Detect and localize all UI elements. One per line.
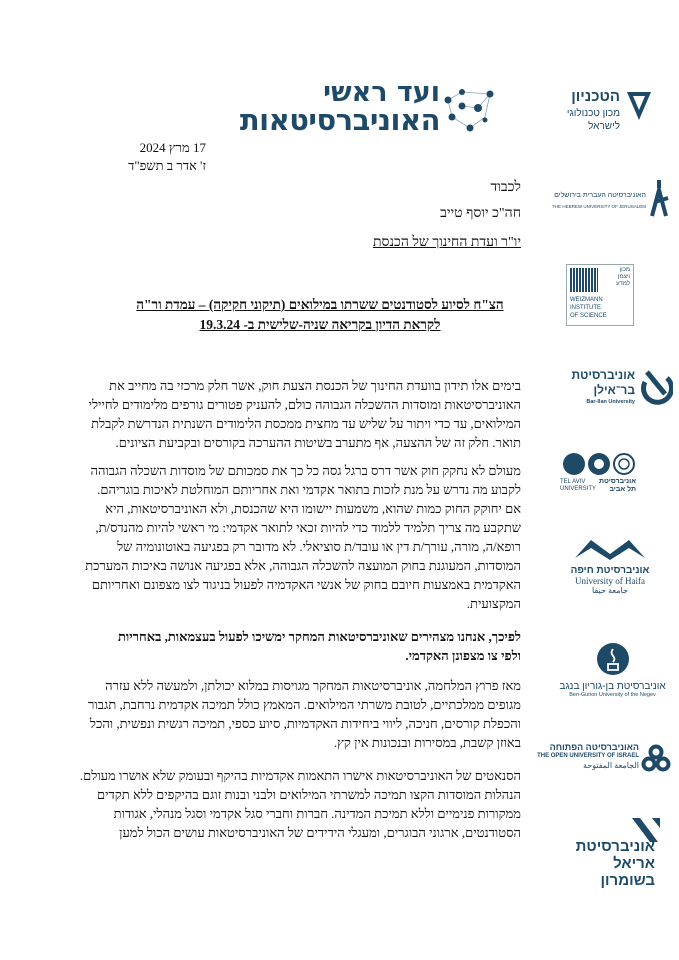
weizmann-name-he <box>616 267 630 288</box>
technion-subtitle: מכון טכנולוגי <box>566 108 620 119</box>
paragraph-line: המוסדות, המעוגנת בחוק המועצה להשכלה הגבוהה, אלא בפגיעה אנושה באיכות המערכת <box>85 558 521 573</box>
letterhead-line1: ועד ראשי <box>323 77 440 108</box>
logo-ariel <box>560 818 665 888</box>
logo-weizmann <box>566 264 634 326</box>
subject-line2: לקראת הדיון בקריאה שניה-שלישית ב- 19.3.24 <box>199 317 441 332</box>
logo-hebrew-university <box>536 180 676 220</box>
body-paragraph <box>79 766 521 842</box>
paragraph-line: מאז פרוץ המלחמה, אוניברסיטאות המחקר מגויסות במלוא יכולתן, ולמעשה ללא עזרה <box>105 678 521 693</box>
weizmann-en-line: INSTITUTE <box>570 305 601 311</box>
haifa-emblem-icon <box>573 536 647 560</box>
tau-he-line: אוניברסיטת <box>598 478 636 485</box>
body-paragraph <box>85 461 521 613</box>
weizmann-emblem-icon <box>570 268 598 292</box>
logo-haifa <box>560 536 660 596</box>
declaration-paragraph <box>120 627 521 665</box>
paragraph-line: בימים אלו תידון בוועדת החינוך של הכנסת הצעת חוק, אשר חלק מרכזי בה מחייב את <box>109 378 521 393</box>
body-paragraph <box>88 376 521 452</box>
paragraph-line: המקצועית. <box>466 596 521 611</box>
bgu-name-he: אוניברסיטת בן-גוריון בנגב <box>559 681 666 692</box>
weizmann-en-line: WEIZMANN <box>570 297 603 303</box>
technion-subtitle: לישראל <box>588 121 620 132</box>
logo-technion <box>560 88 670 143</box>
bar-ilan-name-he: אוניברסיטת <box>571 368 635 382</box>
paragraph-line: האקדמית באמצעות חיובם בחוק של אנשי האקדמיה לפעול בניגוד לצו מצפונם ואחריותם <box>91 577 521 592</box>
huji-name-en: THE HEBREW UNIVERSITY OF JERUSALEM <box>552 204 646 209</box>
paragraph-line: לקבוע מה נדרש על מנת לזכות בתואר אקדמי ואת אחריותם המוחלטת לאיכות בוגריהם. <box>97 482 521 497</box>
bar-ilan-name-he: בר־אילן <box>593 383 635 397</box>
ben-gurion-emblem-icon <box>596 642 630 676</box>
tau-he-line: תל אביב <box>609 486 636 493</box>
bar-ilan-name-en: Bar-Ilan University <box>586 399 635 405</box>
openu-name-en: THE OPEN UNIVERSITY OF ISRAEL <box>537 753 639 759</box>
paragraph-line: באוזן קשבת, במסירות ובנכונות אין קץ. <box>333 735 521 750</box>
paragraph-line: שתקבע מה צריך תלמיד ללמוד כדי להיות זכאי לתואר אקדמי: מי ראשי להיות מהנדס/ת, <box>95 520 521 535</box>
openu-name-he: האוניברסיטה הפתוחה <box>549 742 639 752</box>
logo-bar-ilan <box>545 368 675 413</box>
subject-line1: הצ"ח לסיוע לסטודנטים ששרתו במילואים (תיקוני חקיקה) – עמדת ור"ה <box>136 297 504 312</box>
paragraph-line: רופא/ה, מורה, עורך/ת דין או עובד/ת סוציאלי. לא מדובר רק בפגיעה באוטונומיה של <box>117 539 521 554</box>
paragraph-line: ממקורות פנימיים וללא תמיכת המדינה. חברות וחברי סגל אקדמי וסגל מנהלי, אגודות <box>113 806 521 821</box>
paragraph-line: תואר. חלק זה של ההצעה, אף מתערב בשיטות ההערכה בקורסים ובקביעת הציונים. <box>115 435 521 450</box>
tau-name-he <box>599 478 636 494</box>
paragraph-line: אם יחוקק החוק כמות שהוא, משמעות יישומו היא שהכנסת, ולא האוניברסיטאות, היא <box>105 501 521 516</box>
logo-ben-gurion <box>550 642 675 702</box>
paragraph-line: האוניברסיטאות ומוסדות ההשכלה הגבוהה כולם, להעניק פטורים גורפים מלימודים לחיילי <box>88 397 521 412</box>
logo-open-university <box>535 742 675 778</box>
haifa-name-he: אוניברסיטת חיפה <box>570 565 650 576</box>
technion-emblem-icon <box>625 90 653 124</box>
paragraph-line: המילואים, עד כדי ויתור על שליש עד מחצית ממכסת הלימודים השנתית הנדרשת לקבלת <box>91 416 521 431</box>
paragraph-line: מגופים ממלכתיים, לטובת משרתי המילואים. המאמץ כולל תמיכה אקדמית נרחבת, תגבור <box>88 697 521 712</box>
ariel-he-line: אריאל <box>613 855 655 872</box>
ariel-he-line: בשומרון <box>600 872 655 889</box>
bgu-name-en: Ben-Gurion University of the Negev <box>569 692 656 698</box>
addressee-name: חה"כ יוסף טייב <box>440 206 521 221</box>
open-university-emblem-icon <box>641 744 671 772</box>
tau-en-line: TEL AVIV <box>560 479 586 485</box>
letterhead-line2: האוניברסיטאות <box>239 103 440 137</box>
paragraph-line: ולפי צו מצפונן האקדמי. <box>405 648 521 663</box>
ariel-name-he <box>576 838 655 889</box>
paragraph-line: הנהלות המוסדות הקצו תמיכה למשרתי המילואים ולבני ובנות זוגם בהיקפים ללא תקדים <box>97 787 521 802</box>
haifa-name-ar: جامعة حيفا <box>592 586 628 595</box>
technion-name: הטכניון <box>571 88 620 105</box>
paragraph-line: מעולם לא נחקק חוק אשר דרס ברגל גסה כל כך את סמכותם של מוסדות השכלה הגבוהה <box>90 463 521 478</box>
haifa-name-en: University of Haifa <box>575 576 645 586</box>
addressee-role: יו"ר ועדת החינוך של הכנסת <box>372 235 521 250</box>
paragraph-line: הסנאטים של האוניברסיטאות אישרו התאמות אקדמיות בהיקף ובעומק שלא אושרו מעולם. <box>79 768 521 783</box>
tel-aviv-emblem-icon <box>562 452 637 476</box>
openu-name-ar: الجامعة المفتوحة <box>582 761 639 770</box>
weizmann-he-line: מכון <box>619 267 630 273</box>
tau-name-en <box>560 479 596 493</box>
weizmann-he-line: ויצמן <box>617 274 630 280</box>
paragraph-line: הסטודנטים, ארגוני הבוגרים, ומעגלי הידידים של האוניברסיטאות עושים הכול למען <box>119 825 521 840</box>
network-dots-icon <box>440 82 500 137</box>
paragraph-line: לפיכך, אנחנו מצהירים שאוניברסיטאות המחקר ימשיכו לפעול בעצמאות, באחריות <box>118 629 521 644</box>
weizmann-name-en <box>570 296 607 320</box>
huji-name-he: האוניברסיטה העברית בירושלים <box>554 192 646 199</box>
hebrew-university-emblem-icon <box>648 180 670 218</box>
body-paragraph <box>88 676 521 752</box>
paragraph-line: והכפלת קורסים, חניכה, ליווי ביחידות האקדמיות, סיוע כספי, תמיכה רגשית ונפשית, והכל <box>89 716 521 731</box>
weizmann-en-line: OF SCIENCE <box>570 313 607 319</box>
date-hebrew: ז' אדר ב תשפ"ד <box>128 158 206 173</box>
salutation: לכבוד <box>490 180 521 195</box>
ariel-he-line: אוניברסיטת <box>575 838 655 855</box>
date-gregorian: 17 מרץ 2024 <box>139 140 206 155</box>
logo-tel-aviv <box>560 452 660 497</box>
tau-en-line: UNIVERSITY <box>560 486 597 492</box>
weizmann-he-line: למדע <box>616 281 630 287</box>
bar-ilan-emblem-icon <box>639 368 673 406</box>
